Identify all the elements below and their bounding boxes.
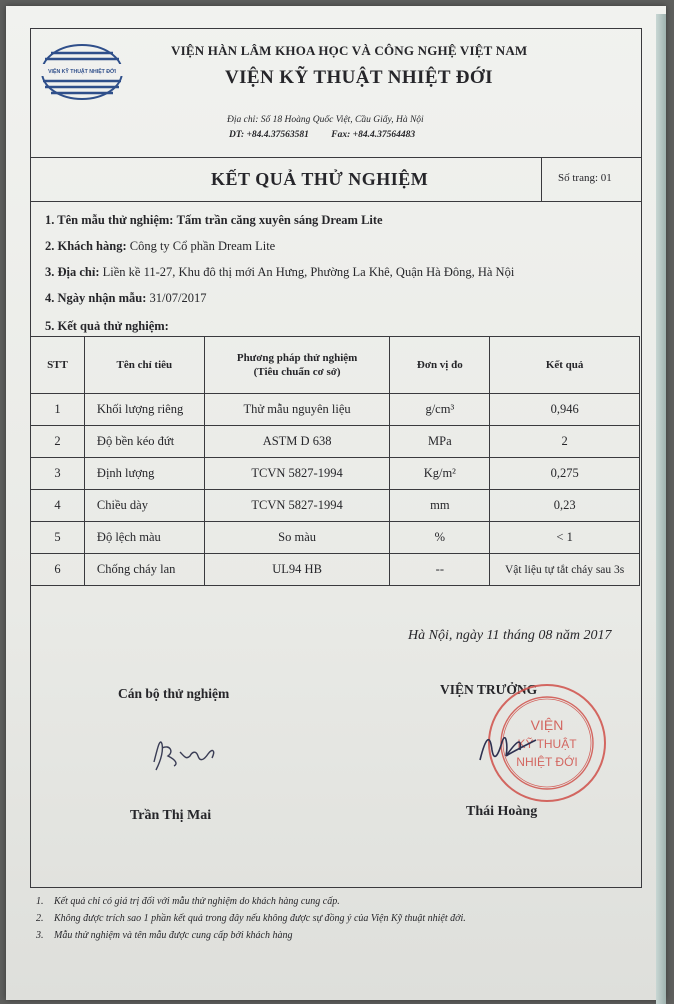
row-unit: -- — [390, 554, 490, 586]
field-sample-name — [45, 213, 383, 228]
field-label: 4. Ngày nhận mẫu: — [45, 291, 147, 305]
title-row — [31, 157, 641, 202]
table-row — [31, 554, 640, 586]
document-page — [6, 6, 666, 1000]
table-row — [31, 458, 640, 490]
row-result: 0,275 — [490, 458, 640, 490]
col-name: Tên chỉ tiêu — [84, 337, 204, 394]
row-stt: 4 — [31, 490, 85, 522]
address: Địa chỉ: Số 18 Hoàng Quốc Việt, Cầu Giấy, Hà Nội — [227, 115, 424, 125]
footnote-text: Mẫu thử nghiệm và tên mẫu được cung cấp bởi khách hàng — [54, 930, 293, 941]
col-result: Kết quả — [490, 337, 640, 394]
document-title: KẾT QUẢ THỬ NGHIỆM — [211, 169, 429, 189]
table-row — [31, 394, 640, 426]
row-result: < 1 — [490, 522, 640, 554]
field-label: 3. Địa chỉ: — [45, 265, 100, 279]
footnote-text: Không được trích sao 1 phần kết quả trong đây nếu không được sự đồng ý của Viện Kỹ thuật nhiệt đới. — [54, 913, 466, 924]
field-label: 5. Kết quả thử nghiệm: — [45, 319, 169, 333]
academy-name: VIỆN HÀN LÂM KHOA HỌC VÀ CÔNG NGHỆ VIỆT NAM — [171, 43, 528, 58]
director-name: Thái Hoàng — [466, 804, 538, 819]
row-stt: 5 — [31, 522, 85, 554]
row-stt: 6 — [31, 554, 85, 586]
phone: DT: +84.4.37563581 — [229, 130, 309, 140]
row-name: Độ bền kéo đứt — [84, 426, 204, 458]
row-unit: MPa — [390, 426, 490, 458]
institute-name: VIỆN KỸ THUẬT NHIỆT ĐỚI — [225, 67, 493, 88]
col-method — [204, 337, 390, 394]
tester-name: Trần Thị Mai — [130, 808, 212, 823]
row-name: Khối lượng riêng — [84, 394, 204, 426]
footnote: 2. Không được trích sao 1 phần kết quả trong đây nếu không được sự đồng ý của Viện Kỹ thuật nhiệt đới. — [36, 913, 466, 924]
field-results — [45, 319, 169, 334]
fax: Fax: +84.4.37564483 — [331, 130, 416, 140]
tester-title: Cán bộ thử nghiệm — [118, 686, 230, 701]
logo-text: VIỆN KỸ THUẬT NHIỆT ĐỚI — [48, 69, 116, 75]
field-value: 31/07/2017 — [149, 291, 207, 305]
field-address — [45, 265, 514, 280]
field-value: Công ty Cổ phần Dream Lite — [129, 239, 276, 253]
row-method: Thử mẫu nguyên liệu — [204, 394, 390, 426]
row-unit: Kg/m² — [390, 458, 490, 490]
field-value: Tấm trần căng xuyên sáng Dream Lite — [176, 213, 383, 227]
institute-logo — [39, 43, 125, 101]
letterhead — [31, 29, 641, 158]
stamp-line1: VIỆN — [530, 717, 564, 733]
row-stt: 3 — [31, 458, 85, 490]
field-value: Liền kề 11-27, Khu đô thị mới An Hưng, Phường La Khê, Quận Hà Đông, Hà Nội — [102, 265, 515, 279]
footnote: 3. Mẫu thử nghiệm và tên mẫu được cung cấp bởi khách hàng — [36, 930, 293, 941]
row-name: Chống cháy lan — [84, 554, 204, 586]
page-count: Số trang: 01 — [541, 157, 641, 201]
row-result: 0,23 — [490, 490, 640, 522]
row-result: Vật liệu tự tắt cháy sau 3s — [490, 554, 640, 586]
field-customer — [45, 239, 275, 254]
table-header — [31, 337, 640, 394]
row-method: ASTM D 638 — [204, 426, 390, 458]
field-label: 2. Khách hàng: — [45, 239, 127, 253]
row-method: TCVN 5827-1994 — [204, 458, 390, 490]
issue-date: Hà Nội, ngày 11 tháng 08 năm 2017 — [408, 628, 612, 643]
table-row — [31, 490, 640, 522]
table-row — [31, 426, 640, 458]
row-unit: % — [390, 522, 490, 554]
row-name: Định lượng — [84, 458, 204, 490]
row-stt: 1 — [31, 394, 85, 426]
row-result: 0,946 — [490, 394, 640, 426]
footnote-text: Kết quả chỉ có giá trị đối với mẫu thử nghiệm do khách hàng cung cấp. — [54, 896, 340, 907]
row-method: So màu — [204, 522, 390, 554]
table-row — [31, 522, 640, 554]
field-received-date — [45, 291, 207, 306]
page-edge — [656, 14, 666, 1004]
tester-signature — [146, 726, 226, 776]
row-name: Chiều dày — [84, 490, 204, 522]
row-stt: 2 — [31, 426, 85, 458]
row-result: 2 — [490, 426, 640, 458]
director-signature — [476, 716, 546, 771]
row-unit: mm — [390, 490, 490, 522]
stamp-line3: NHIỆT ĐỚI — [516, 755, 578, 769]
row-name: Độ lệch màu — [84, 522, 204, 554]
row-unit: g/cm³ — [390, 394, 490, 426]
row-method: TCVN 5827-1994 — [204, 490, 390, 522]
contact-line — [229, 130, 435, 140]
row-method: UL94 HB — [204, 554, 390, 586]
method-header: Phương pháp thử nghiệm — [236, 352, 358, 364]
footnotes — [36, 896, 466, 947]
method-subheader: (Tiêu chuẩn cơ sở) — [253, 366, 341, 378]
col-stt: STT — [31, 337, 85, 394]
field-label: 1. Tên mẫu thử nghiệm: — [45, 213, 174, 227]
director-title: VIỆN TRƯỞNG — [440, 682, 538, 697]
footnote: 1. Kết quả chỉ có giá trị đối với mẫu thử nghiệm do khách hàng cung cấp. — [36, 896, 340, 907]
results-table — [30, 336, 640, 586]
col-unit: Đơn vị đo — [390, 337, 490, 394]
stamp-line2: KỸ THUẬT — [517, 737, 577, 751]
